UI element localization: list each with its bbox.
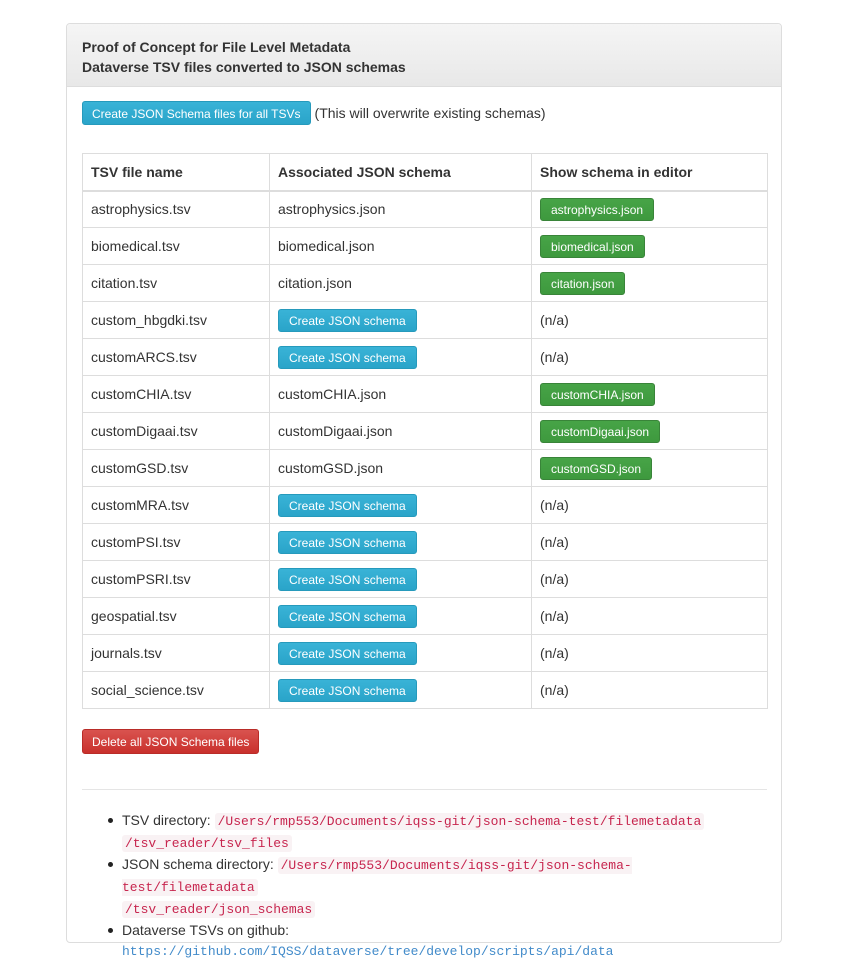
json-schema-cell: customDigaai.json [270, 413, 532, 450]
show-in-editor-cell: (n/a) [532, 487, 768, 524]
tsv-file-name-cell: customMRA.tsv [83, 487, 270, 524]
show-in-editor-cell: (n/a) [532, 561, 768, 598]
table-body [83, 191, 768, 709]
json-directory-path-line2: /tsv_reader/json_schemas [122, 901, 315, 918]
panel-title-line1: Proof of Concept for File Level Metadata [82, 39, 351, 55]
metadata-panel [66, 23, 782, 959]
show-schema-in-editor-button[interactable]: citation.json [540, 272, 625, 295]
json-directory-path-line1: /Users/rmp553/Documents/iqss-git/json-schema-test/filemetadata [122, 858, 632, 895]
table-row [83, 598, 768, 635]
delete-all-row [82, 729, 766, 754]
overwrite-note: (This will overwrite existing schemas) [314, 105, 546, 121]
show-in-editor-cell: (n/a) [532, 302, 768, 339]
show-schema-in-editor-button[interactable]: customDigaai.json [540, 420, 660, 443]
tsv-file-name-cell: journals.tsv [83, 635, 270, 672]
tsv-file-name-cell: customDigaai.tsv [83, 413, 270, 450]
tsv-file-name-cell: customPSRI.tsv [83, 561, 270, 598]
show-schema-in-editor-button[interactable]: astrophysics.json [540, 198, 654, 221]
table-header-row [83, 154, 768, 191]
tsv-file-name-cell: geospatial.tsv [83, 598, 270, 635]
json-schema-cell [270, 672, 532, 709]
create-json-schema-button[interactable]: Create JSON schema [278, 531, 417, 554]
create-json-schema-button[interactable]: Create JSON schema [278, 568, 417, 591]
create-json-schema-button[interactable]: Create JSON schema [278, 642, 417, 665]
show-in-editor-cell: (n/a) [532, 672, 768, 709]
table-row [83, 228, 768, 265]
show-in-editor-cell: (n/a) [532, 524, 768, 561]
show-in-editor-cell [532, 265, 768, 302]
table-row [83, 265, 768, 302]
show-schema-in-editor-button[interactable]: biomedical.json [540, 235, 645, 258]
create-all-schemas-button[interactable]: Create JSON Schema files for all TSVs [82, 101, 311, 125]
json-schema-cell [270, 635, 532, 672]
list-item-tsv-directory [122, 810, 766, 854]
table-row [83, 413, 768, 450]
table-row [83, 450, 768, 487]
json-schema-cell [270, 598, 532, 635]
table-row [83, 302, 768, 339]
table-row [83, 339, 768, 376]
show-schema-in-editor-button[interactable]: customGSD.json [540, 457, 652, 480]
show-in-editor-cell [532, 413, 768, 450]
header-show-schema-in-editor: Show schema in editor [532, 154, 768, 191]
json-schema-cell [270, 487, 532, 524]
table-row [83, 561, 768, 598]
delete-all-schemas-button[interactable]: Delete all JSON Schema files [82, 729, 259, 754]
list-item-json-directory [122, 854, 766, 920]
show-in-editor-cell: (n/a) [532, 635, 768, 672]
json-schema-cell [270, 561, 532, 598]
table-row [83, 376, 768, 413]
tsv-directory-path-line1: /Users/rmp553/Documents/iqss-git/json-schema-test/filemetadata [215, 813, 705, 830]
table-row [83, 635, 768, 672]
json-schema-cell [270, 339, 532, 376]
tsv-file-name-cell: custom_hbgdki.tsv [83, 302, 270, 339]
table-row [83, 524, 768, 561]
table-row [83, 487, 768, 524]
table-row [83, 191, 768, 228]
divider [82, 789, 767, 790]
tsv-schema-table [82, 153, 768, 709]
json-schema-cell: astrophysics.json [270, 191, 532, 228]
tsv-file-name-cell: astrophysics.tsv [83, 191, 270, 228]
json-directory-label: JSON schema directory: [122, 856, 274, 872]
tsv-file-name-cell: customGSD.tsv [83, 450, 270, 487]
tsv-file-name-cell: customARCS.tsv [83, 339, 270, 376]
json-schema-cell: customCHIA.json [270, 376, 532, 413]
create-json-schema-button[interactable]: Create JSON schema [278, 605, 417, 628]
panel-title-line2: Dataverse TSV files converted to JSON schemas [82, 59, 406, 75]
tsv-directory-label: TSV directory: [122, 812, 211, 828]
create-json-schema-button[interactable]: Create JSON schema [278, 309, 417, 332]
json-schema-cell: customGSD.json [270, 450, 532, 487]
tsv-file-name-cell: citation.tsv [83, 265, 270, 302]
table-row [83, 672, 768, 709]
github-link[interactable]: https://github.com/IQSS/dataverse/tree/develop/scripts/api/data [122, 944, 614, 959]
tsv-file-name-cell: customPSI.tsv [83, 524, 270, 561]
list-item-github [122, 920, 766, 962]
panel-heading [67, 24, 781, 87]
json-schema-cell [270, 524, 532, 561]
directory-info-list [82, 810, 766, 962]
json-schema-cell: biomedical.json [270, 228, 532, 265]
github-label: Dataverse TSVs on github: [122, 922, 290, 938]
tsv-directory-path-line2: /tsv_reader/tsv_files [122, 835, 292, 852]
tsv-file-name-cell: customCHIA.tsv [83, 376, 270, 413]
create-json-schema-button[interactable]: Create JSON schema [278, 346, 417, 369]
json-schema-cell [270, 302, 532, 339]
header-associated-json-schema: Associated JSON schema [270, 154, 532, 191]
show-in-editor-cell [532, 191, 768, 228]
show-in-editor-cell: (n/a) [532, 598, 768, 635]
show-in-editor-cell: (n/a) [532, 339, 768, 376]
create-all-row [82, 100, 766, 126]
show-in-editor-cell [532, 376, 768, 413]
tsv-file-name-cell: biomedical.tsv [83, 228, 270, 265]
create-json-schema-button[interactable]: Create JSON schema [278, 494, 417, 517]
show-schema-in-editor-button[interactable]: customCHIA.json [540, 383, 655, 406]
header-tsv-file-name: TSV file name [83, 154, 270, 191]
tsv-file-name-cell: social_science.tsv [83, 672, 270, 709]
show-in-editor-cell [532, 450, 768, 487]
create-json-schema-button[interactable]: Create JSON schema [278, 679, 417, 702]
panel-body [67, 87, 781, 962]
json-schema-cell: citation.json [270, 265, 532, 302]
show-in-editor-cell [532, 228, 768, 265]
